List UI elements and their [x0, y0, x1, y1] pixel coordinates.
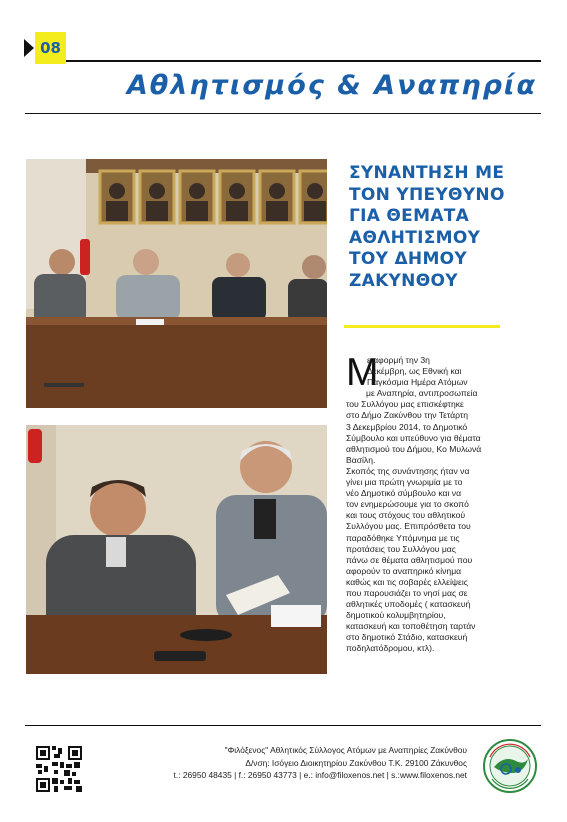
- footer-rule: [25, 725, 541, 726]
- drop-cap: Μ: [346, 351, 379, 394]
- headline-line: ΣΥΝΑΝΤΗΣΗ ΜΕ: [349, 163, 505, 183]
- meeting-photo: [26, 159, 327, 408]
- body-line: προτάσεις του Συλλόγου μας: [346, 543, 456, 554]
- headline-line: ΤΟΥ ΔΗΜΟΥ: [349, 249, 468, 269]
- headline-underline: [344, 325, 500, 328]
- body-line: αφορούν το αναπηρικό κίνημα: [346, 565, 462, 576]
- article-body: [346, 351, 521, 655]
- body-line: στο Δήμο Ζακύνθου την Τετάρτη: [346, 410, 469, 421]
- page-number-marker: [24, 32, 66, 64]
- marker-arrow-icon: [24, 39, 34, 57]
- headline-line: ΖΑΚΥΝΘΟΥ: [349, 270, 458, 291]
- body-line: καθώς και τις σοβαρές ελλείψεις: [346, 576, 468, 587]
- footer-organization: "Φιλόξενος" Αθλητικός Σύλλογος Ατόμων με Αναπηρίες Ζακύνθου: [224, 745, 467, 755]
- body-line: ε αφορμή την 3η: [367, 355, 430, 365]
- body-line: τον ενημερώσουμε για το σκοπό: [346, 499, 469, 510]
- body-line: Σκοπός της συνάντησης ήταν να: [346, 465, 470, 476]
- article-headline: [349, 163, 519, 292]
- body-line: στο δημοτικό Στάδιο, κατασκευή: [346, 632, 468, 643]
- body-line: και τους στόχους του αθλητικού: [346, 510, 466, 521]
- footer-address: Δ/νση: Ισόγειο Διοικητηρίου Ζακύνθου Τ.Κ. 29100 Ζάκυνθος: [245, 757, 467, 768]
- body-line: Συλλόγου μας. Επιπρόσθετα του: [346, 521, 471, 532]
- headline-line: ΤΟΝ ΥΠΕΥΘΥΝΟ: [349, 184, 505, 205]
- qr-code-icon: [36, 746, 82, 792]
- body-line: νέο Δημοτικό σύμβουλο και να: [346, 488, 462, 499]
- body-line: του Συλλόγου μας επισκέφτηκε: [346, 399, 464, 410]
- footer-contact: [174, 744, 467, 782]
- body-line: αθλητισμού του Δήμου, Κο Μυλωνά: [346, 443, 482, 454]
- body-line: κατασκευή και τοποθέτηση ταρτάν: [346, 621, 476, 632]
- headline-line: ΓΙΑ ΘΕΜΑΤΑ: [349, 206, 470, 226]
- body-line: δημοτικού κολυμβητηρίου,: [346, 610, 446, 621]
- body-line: γίνει μια πρώτη γνωριμία με το: [346, 477, 463, 488]
- club-logo-icon: [482, 737, 538, 795]
- body-line: παραδόθηκε Υπόμνημα με τις: [346, 532, 460, 543]
- body-line: αθλητικές υποδομές ( κατασκευή: [346, 599, 471, 610]
- body-line: Βασίλη.: [346, 454, 376, 465]
- body-line: που παρουσιάζει το νησί μας σε: [346, 587, 468, 598]
- footer-contacts: t.: 26950 48435 | f.: 26950 43773 | e.: info@filoxenos.net | s.:www.filoxenos.net: [173, 770, 467, 780]
- body-line: 3 Δεκεμβρίου 2014, το Δημοτικό: [346, 421, 468, 432]
- headline-line: ΑΘΛΗΤΙΣΜΟΥ: [349, 227, 481, 248]
- body-line: με Αναπηρία, αντιπροσωπεία: [366, 388, 478, 399]
- body-line: ποδηλατόδρομου, κτλ).: [346, 643, 435, 654]
- page-number: 08: [35, 32, 66, 64]
- handover-photo: [26, 425, 327, 674]
- body-line: Σύμβουλο και υπεύθυνο για θέματα: [346, 432, 481, 443]
- body-line: Δεκέμβρη, ως Εθνική και: [367, 366, 462, 377]
- body-line: πάνω σε θέματα αθλητισμού που: [346, 554, 473, 565]
- section-title: Αθλητισμός & Αναπηρία: [126, 70, 537, 101]
- title-rule: [25, 113, 541, 114]
- body-line: Παγκόσμια Ημέρα Ατόμων: [367, 377, 468, 388]
- header-rule: [66, 60, 541, 62]
